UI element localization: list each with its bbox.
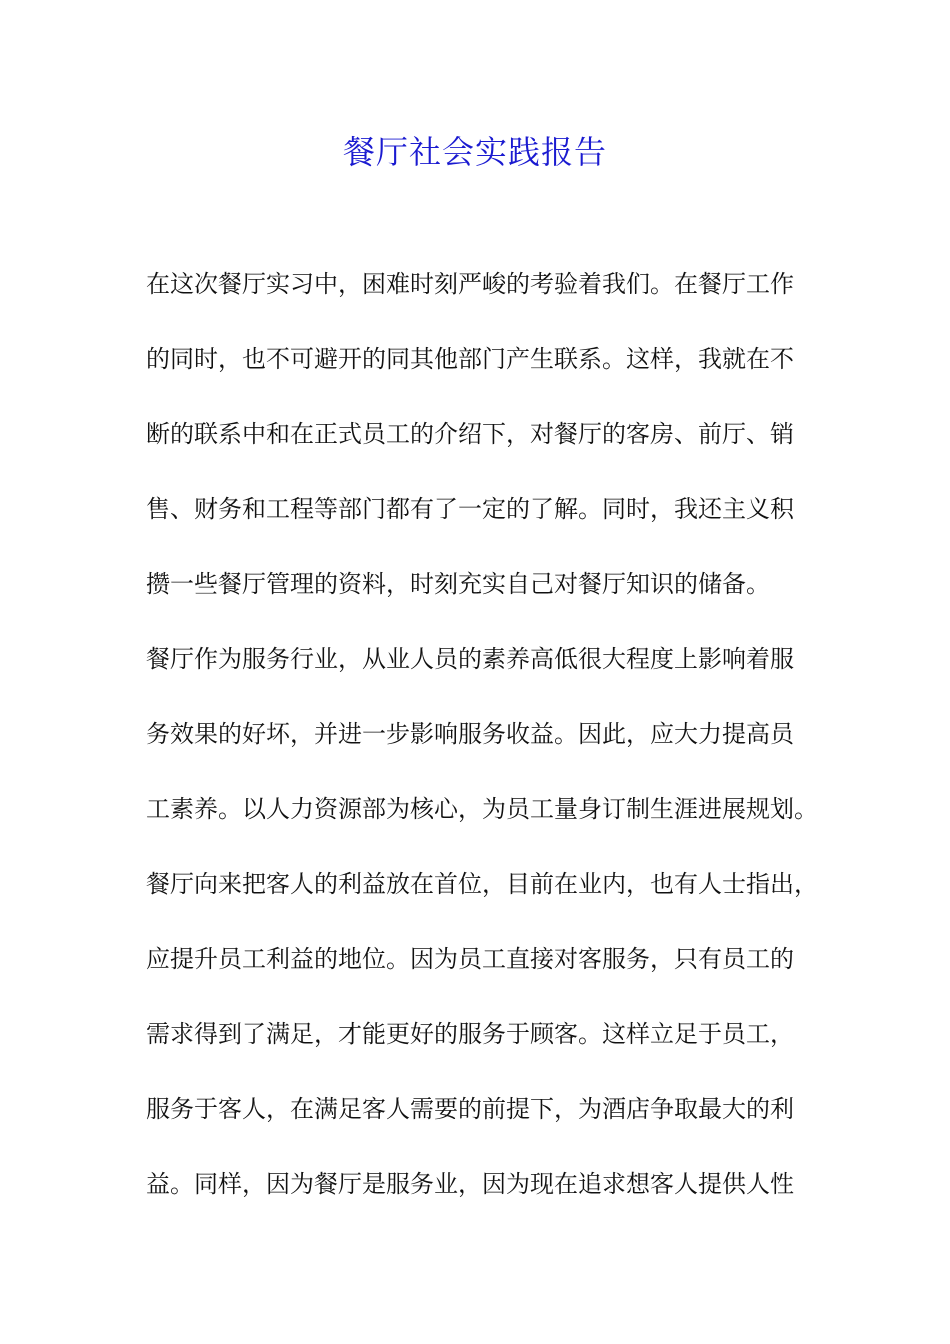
text-line: 服务于客人，在满足客人需要的前提下，为酒店争取最大的利 bbox=[146, 1095, 794, 1123]
text-line: 务效果的好坏，并进一步影响服务收益。因此，应大力提高员 bbox=[146, 720, 794, 748]
document-body bbox=[146, 264, 846, 1239]
text-line: 餐厅向来把客人的利益放在首位，目前在业内，也有人士指出， bbox=[146, 870, 818, 898]
text-line: 应提升员工利益的地位。因为员工直接对客服务，只有员工的 bbox=[146, 945, 794, 973]
text-line: 断的联系中和在正式员工的介绍下，对餐厅的客房、前厅、销 bbox=[146, 420, 794, 448]
text-line: 攒一些餐厅管理的资料，时刻充实自己对餐厅知识的储备。 bbox=[146, 570, 770, 598]
text-line: 需求得到了满足，才能更好的服务于顾客。这样立足于员工， bbox=[146, 1020, 794, 1048]
text-line: 在这次餐厅实习中，困难时刻严峻的考验着我们。在餐厅工作 bbox=[146, 270, 794, 298]
text-line: 售、财务和工程等部门都有了一定的了解。同时，我还主义积 bbox=[146, 495, 794, 523]
text-line: 的同时，也不可避开的同其他部门产生联系。这样，我就在不 bbox=[146, 345, 794, 373]
text-line: 餐厅作为服务行业，从业人员的素养高低很大程度上影响着服 bbox=[146, 645, 794, 673]
document-title: 餐厅社会实践报告 bbox=[342, 133, 607, 171]
text-line: 工素养。以人力资源部为核心，为员工量身订制生涯进展规划。 bbox=[146, 795, 818, 823]
text-line: 益。同样，因为餐厅是服务业，因为现在追求想客人提供人性 bbox=[146, 1170, 794, 1198]
